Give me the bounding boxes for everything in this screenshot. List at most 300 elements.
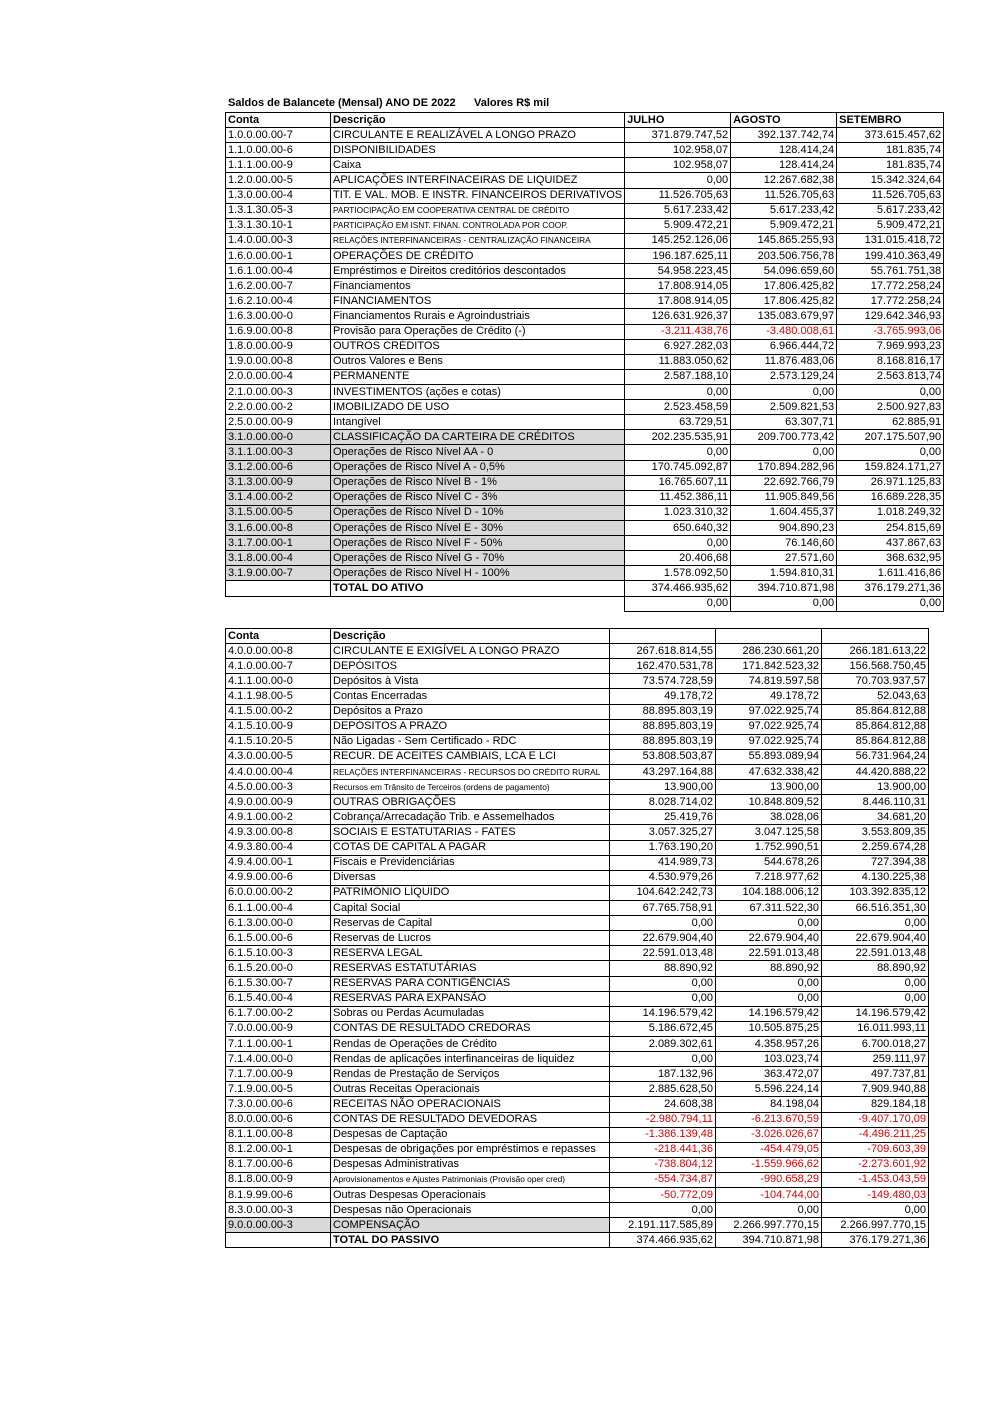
ativo-body — [226, 128, 944, 581]
value-agosto: 63.307,71 — [731, 415, 837, 430]
value-setembro: 254.815,69 — [837, 520, 944, 535]
account-code: 4.1.5.10.20-5 — [226, 734, 331, 749]
account-code: 4.9.3.00.00-8 — [226, 825, 331, 840]
value-agosto: 27.571,60 — [731, 551, 837, 566]
account-description: Rendas de Operações de Crédito — [331, 1036, 610, 1051]
value-setembro: 497.737,81 — [822, 1067, 929, 1082]
value-agosto: 22.692.766,79 — [731, 475, 837, 490]
total-ativo-blank — [226, 581, 331, 596]
value-julho: 88.895.803,19 — [610, 734, 716, 749]
passivo-table-row — [226, 734, 929, 749]
value-agosto: 67.311.522,30 — [716, 900, 822, 915]
account-code: 1.9.0.00.00-8 — [226, 354, 331, 369]
account-description: Cobrança/Arrecadação Trib. e Assemelhados — [331, 810, 610, 825]
ativo-table-row — [226, 128, 944, 143]
value-julho: 67.765.758,91 — [610, 900, 716, 915]
account-description: PERMANENTE — [331, 369, 625, 384]
ativo-table-row — [226, 294, 944, 309]
value-julho: 25.419,76 — [610, 810, 716, 825]
account-description: Operações de Risco Nível AA - 0 — [331, 445, 625, 460]
value-agosto: 13.900,00 — [716, 780, 822, 795]
value-setembro: 0,00 — [837, 384, 944, 399]
account-description: APLICAÇÕES INTERFINACEIRAS DE LIQUIDEZ — [331, 173, 625, 188]
report-title-text: Saldos de Balancete (Mensal) ANO DE 2022 — [228, 97, 456, 109]
value-agosto: 0,00 — [731, 445, 837, 460]
total-passivo-blank — [226, 1233, 331, 1248]
value-julho: 53.808.503,87 — [610, 749, 716, 764]
total-passivo-label: TOTAL DO PASSIVO — [331, 1233, 610, 1248]
value-agosto: 14.196.579,42 — [716, 1006, 822, 1021]
account-code: 6.1.5.00.00-6 — [226, 931, 331, 946]
value-agosto: 10.848.809,52 — [716, 795, 822, 810]
ativo-table-row — [226, 354, 944, 369]
report-units: Valores R$ mil — [473, 97, 550, 109]
value-setembro: 159.824.171,27 — [837, 460, 944, 475]
ativo-table-row — [226, 490, 944, 505]
account-code: 1.6.0.00.00-1 — [226, 248, 331, 263]
passivo-table-row — [226, 840, 929, 855]
passivo-table-row — [226, 780, 929, 795]
value-setembro: 44.420.888,22 — [822, 764, 929, 779]
value-agosto: 47.632.338,42 — [716, 764, 822, 779]
value-setembro: 88.890,92 — [822, 961, 929, 976]
passivo-table-row — [226, 885, 929, 900]
value-setembro: 5.909.472,21 — [837, 218, 944, 233]
account-code: 3.1.7.00.00-1 — [226, 536, 331, 551]
account-description: Rendas de aplicações interfinanceiras de liquidez — [331, 1052, 610, 1067]
account-description: Provisão para Operações de Crédito (-) — [331, 324, 625, 339]
value-agosto: 103.023,74 — [716, 1052, 822, 1067]
account-code: 1.2.0.00.00-5 — [226, 173, 331, 188]
value-setembro: 16.011.993,11 — [822, 1021, 929, 1036]
account-description: TIT. E VAL. MOB. E INSTR. FINANCEIROS DERIVATIVOS — [331, 188, 625, 203]
account-code: 1.3.1.30.10-1 — [226, 218, 331, 233]
value-julho: 371.879.747,52 — [625, 128, 731, 143]
value-julho: 13.900,00 — [610, 780, 716, 795]
value-julho: 2.523.458,59 — [625, 400, 731, 415]
account-description: Operações de Risco Nível C - 3% — [331, 490, 625, 505]
value-setembro: 0,00 — [837, 445, 944, 460]
account-description: CIRCULANTE E REALIZÁVEL A LONGO PRAZO — [331, 128, 625, 143]
difference-julho: 0,00 — [625, 596, 731, 611]
passivo-table-row — [226, 1006, 929, 1021]
value-julho: 0,00 — [610, 916, 716, 931]
value-julho: 4.530.979,26 — [610, 870, 716, 885]
passivo-table-row — [226, 1021, 929, 1036]
ativo-table-row — [226, 188, 944, 203]
value-julho: 88.895.803,19 — [610, 704, 716, 719]
account-description: OUTROS CRÉDITOS — [331, 339, 625, 354]
value-julho: 0,00 — [625, 384, 731, 399]
ativo-table-row — [226, 400, 944, 415]
value-julho: 1.763.190,20 — [610, 840, 716, 855]
value-agosto: -990.658,29 — [716, 1172, 822, 1187]
account-description: Diversas — [331, 870, 610, 885]
account-description: Contas Encerradas — [331, 689, 610, 704]
value-agosto: 5.617.233,42 — [731, 203, 837, 218]
account-description: Despesas de Captação — [331, 1127, 610, 1142]
account-description: PATRIMÔNIO LÍQUIDO — [331, 885, 610, 900]
ativo-table-row — [226, 460, 944, 475]
value-julho: 1.023.310,32 — [625, 505, 731, 520]
value-setembro: 70.703.937,57 — [822, 674, 929, 689]
value-setembro: 56.731.964,24 — [822, 749, 929, 764]
passivo-col-header-julho — [610, 629, 716, 644]
account-code: 7.3.0.00.00-6 — [226, 1097, 331, 1112]
account-description: RELAÇÕES INTERFINANCEIRAS - RECURSOS DO CRÉDITO RURAL — [331, 764, 610, 779]
account-description: Despesas de obrigações por empréstimos e repasses — [331, 1142, 610, 1157]
value-julho: 22.679.904,40 — [610, 931, 716, 946]
account-code: 1.1.1.00.00-9 — [226, 158, 331, 173]
value-julho: 650.640,32 — [625, 520, 731, 535]
ativo-table-row — [226, 520, 944, 535]
account-description: OUTRAS OBRIGAÇÕES — [331, 795, 610, 810]
value-setembro: 1.611.416,86 — [837, 566, 944, 581]
value-julho: -554.734,87 — [610, 1172, 716, 1187]
value-julho: -738.804,12 — [610, 1157, 716, 1172]
passivo-table-row — [226, 749, 929, 764]
value-agosto: 97.022.925,74 — [716, 734, 822, 749]
value-setembro: 3.553.809,35 — [822, 825, 929, 840]
account-code: 4.1.1.00.00-0 — [226, 674, 331, 689]
value-agosto: 74.819.597,58 — [716, 674, 822, 689]
value-setembro: 2.266.997.770,15 — [822, 1218, 929, 1233]
passivo-table-row — [226, 855, 929, 870]
passivo-table-row — [226, 689, 929, 704]
value-agosto: 3.047.125,58 — [716, 825, 822, 840]
account-code: 6.1.5.40.00-4 — [226, 991, 331, 1006]
passivo-table-row — [226, 825, 929, 840]
passivo-col-header-agosto — [716, 629, 822, 644]
difference-blank-1 — [226, 596, 331, 611]
value-setembro: 829.184,18 — [822, 1097, 929, 1112]
col-header-conta: Conta — [226, 113, 331, 128]
account-code: 7.1.9.00.00-5 — [226, 1082, 331, 1097]
value-setembro: 207.175.507,90 — [837, 430, 944, 445]
value-julho: 88.895.803,19 — [610, 719, 716, 734]
account-code: 6.1.5.20.00-0 — [226, 961, 331, 976]
value-julho: 0,00 — [610, 1052, 716, 1067]
value-setembro: 373.615.457,62 — [837, 128, 944, 143]
account-description: RECUR. DE ACEITES CAMBIAIS, LCA E LCI — [331, 749, 610, 764]
account-description: Operações de Risco Nível F - 50% — [331, 536, 625, 551]
value-julho: 5.186.672,45 — [610, 1021, 716, 1036]
passivo-table-row — [226, 1142, 929, 1157]
ativo-table-row — [226, 173, 944, 188]
value-setembro: 368.632,95 — [837, 551, 944, 566]
value-agosto: 54.096.659,60 — [731, 264, 837, 279]
value-julho: 0,00 — [610, 976, 716, 991]
account-description: Outros Valores e Bens — [331, 354, 625, 369]
account-code: 7.0.0.00.00-9 — [226, 1021, 331, 1036]
account-code: 4.4.0.00.00-4 — [226, 764, 331, 779]
account-description: Depósitos a Prazo — [331, 704, 610, 719]
account-code: 1.8.0.00.00-9 — [226, 339, 331, 354]
account-description: Reservas de Lucros — [331, 931, 610, 946]
ativo-total-row — [226, 581, 944, 596]
value-agosto: 544.678,26 — [716, 855, 822, 870]
value-julho: 6.927.282,03 — [625, 339, 731, 354]
account-code: 6.1.5.30.00-7 — [226, 976, 331, 991]
value-agosto: 0,00 — [716, 916, 822, 931]
value-setembro: 1.018.249,32 — [837, 505, 944, 520]
value-setembro: 52.043,63 — [822, 689, 929, 704]
value-agosto: 2.573.129,24 — [731, 369, 837, 384]
passivo-total-row — [226, 1233, 929, 1248]
value-setembro: 11.526.705,63 — [837, 188, 944, 203]
value-agosto: 76.146,60 — [731, 536, 837, 551]
value-setembro: 55.761.751,38 — [837, 264, 944, 279]
value-julho: 267.618.814,55 — [610, 644, 716, 659]
value-julho: -1.386.139,48 — [610, 1127, 716, 1142]
value-setembro: -4.496.211,25 — [822, 1127, 929, 1142]
value-julho: -50.772,09 — [610, 1188, 716, 1203]
passivo-table-row — [226, 1127, 929, 1142]
passivo-table-row — [226, 976, 929, 991]
value-julho: 414.989,73 — [610, 855, 716, 870]
account-code: 4.3.0.00.00-5 — [226, 749, 331, 764]
value-agosto: 11.905.849,56 — [731, 490, 837, 505]
passivo-table-row — [226, 1203, 929, 1218]
value-julho: 0,00 — [625, 173, 731, 188]
account-description: Operações de Risco Nível A - 0,5% — [331, 460, 625, 475]
account-code: 2.1.0.00.00-3 — [226, 384, 331, 399]
account-code: 3.1.1.00.00-3 — [226, 445, 331, 460]
account-code: 1.6.2.10.00-4 — [226, 294, 331, 309]
value-agosto: 97.022.925,74 — [716, 719, 822, 734]
ativo-table-row — [226, 248, 944, 263]
account-code: 1.6.3.00.00-0 — [226, 309, 331, 324]
account-code: 4.1.1.98.00-5 — [226, 689, 331, 704]
value-agosto: 1.594.810,31 — [731, 566, 837, 581]
value-setembro: -1.453.043,59 — [822, 1172, 929, 1187]
passivo-table-row — [226, 1052, 929, 1067]
account-description: Operações de Risco Nível E - 30% — [331, 520, 625, 535]
passivo-header-row — [226, 629, 929, 644]
value-julho: 2.191.117.585,89 — [610, 1218, 716, 1233]
value-agosto: 1.604.455,37 — [731, 505, 837, 520]
value-agosto: 11.526.705,63 — [731, 188, 837, 203]
value-julho: 5.909.472,21 — [625, 218, 731, 233]
ativo-header-row — [226, 113, 944, 128]
account-description: COTAS DE CAPITAL A PAGAR — [331, 840, 610, 855]
report-title — [228, 97, 549, 109]
account-description: OPERAÇÕES DE CRÉDITO — [331, 248, 625, 263]
value-setembro: 22.591.013,48 — [822, 946, 929, 961]
value-agosto: -454.479,05 — [716, 1142, 822, 1157]
ativo-table-row — [226, 475, 944, 490]
value-agosto: 135.083.679,97 — [731, 309, 837, 324]
value-julho: 5.617.233,42 — [625, 203, 731, 218]
value-setembro: 17.772.258,24 — [837, 279, 944, 294]
value-julho: 8.028.714,02 — [610, 795, 716, 810]
value-agosto: -3.026.026,67 — [716, 1127, 822, 1142]
value-setembro: 2.259.674,28 — [822, 840, 929, 855]
value-setembro: 13.900,00 — [822, 780, 929, 795]
value-julho: 126.631.926,37 — [625, 309, 731, 324]
value-agosto: 203.506.756,78 — [731, 248, 837, 263]
total-ativo-setembro: 376.179.271,36 — [837, 581, 944, 596]
ativo-table-row — [226, 551, 944, 566]
ativo-table-row — [226, 505, 944, 520]
passivo-table-row — [226, 1172, 929, 1187]
account-code: 4.0.0.00.00-8 — [226, 644, 331, 659]
value-setembro: 8.446.110,31 — [822, 795, 929, 810]
account-code: 2.5.0.00.00-9 — [226, 415, 331, 430]
value-setembro: 181.835,74 — [837, 143, 944, 158]
value-setembro: 34.681,20 — [822, 810, 929, 825]
value-julho: 49.178,72 — [610, 689, 716, 704]
account-description: IMOBILIZADO DE USO — [331, 400, 625, 415]
account-code: 2.2.0.00.00-2 — [226, 400, 331, 415]
value-agosto: 1.752.990,51 — [716, 840, 822, 855]
passivo-table-row — [226, 659, 929, 674]
account-description: Operações de Risco Nível B - 1% — [331, 475, 625, 490]
value-agosto: 17.806.425,82 — [731, 279, 837, 294]
account-code: 8.1.9.99.00-6 — [226, 1188, 331, 1203]
value-agosto: 88.890,92 — [716, 961, 822, 976]
passivo-table-row — [226, 931, 929, 946]
account-code: 3.1.5.00.00-5 — [226, 505, 331, 520]
ativo-table-row — [226, 445, 944, 460]
value-setembro: 199.410.363,49 — [837, 248, 944, 263]
account-description: SOCIAIS E ESTATUTARIAS - FATES — [331, 825, 610, 840]
value-agosto: 104.188.006,12 — [716, 885, 822, 900]
value-setembro: 0,00 — [822, 916, 929, 931]
value-julho: -3.211.438,76 — [625, 324, 731, 339]
value-julho: 43.297.164,88 — [610, 764, 716, 779]
value-setembro: 7.909.940,88 — [822, 1082, 929, 1097]
ativo-table-row — [226, 415, 944, 430]
passivo-table-row — [226, 870, 929, 885]
value-julho: 11.526.705,63 — [625, 188, 731, 203]
value-julho: 187.132,96 — [610, 1067, 716, 1082]
ativo-table — [225, 112, 944, 612]
value-agosto: 49.178,72 — [716, 689, 822, 704]
ativo-table-row — [226, 339, 944, 354]
value-julho: 196.187.625,11 — [625, 248, 731, 263]
account-description: Operações de Risco Nível H - 100% — [331, 566, 625, 581]
value-setembro: -9.407.170,09 — [822, 1112, 929, 1127]
value-setembro: -709.603,39 — [822, 1142, 929, 1157]
account-code: 8.1.7.00.00-6 — [226, 1157, 331, 1172]
passivo-table-row — [226, 900, 929, 915]
value-agosto: 22.591.013,48 — [716, 946, 822, 961]
value-julho: 54.958.223,45 — [625, 264, 731, 279]
account-code: 1.4.0.00.00-3 — [226, 233, 331, 248]
value-agosto: 6.966.444,72 — [731, 339, 837, 354]
account-description: CIRCULANTE E EXIGÍVEL A LONGO PRAZO — [331, 644, 610, 659]
account-description: Intangível — [331, 415, 625, 430]
value-julho: 145.252.126,06 — [625, 233, 731, 248]
value-setembro: -149.480,03 — [822, 1188, 929, 1203]
ativo-table-row — [226, 309, 944, 324]
passivo-table-row — [226, 795, 929, 810]
value-agosto: 286.230.661,20 — [716, 644, 822, 659]
value-julho: 88.890,92 — [610, 961, 716, 976]
passivo-table-row — [226, 1157, 929, 1172]
value-agosto: 2.509.821,53 — [731, 400, 837, 415]
account-code: 4.1.5.00.00-2 — [226, 704, 331, 719]
value-agosto: 55.893.089,94 — [716, 749, 822, 764]
col-header-julho: JULHO — [625, 113, 731, 128]
account-description: RESERVAS ESTATUTÁRIAS — [331, 961, 610, 976]
account-description: CONTAS DE RESULTADO CREDORAS — [331, 1021, 610, 1036]
account-description: Rendas de Prestação de Serviços — [331, 1067, 610, 1082]
account-description: Caixa — [331, 158, 625, 173]
account-code: 1.3.1.30.05-3 — [226, 203, 331, 218]
value-agosto: 22.679.904,40 — [716, 931, 822, 946]
passivo-table-row — [226, 1112, 929, 1127]
account-code: 4.9.9.00.00-6 — [226, 870, 331, 885]
account-code: 4.9.4.00.00-1 — [226, 855, 331, 870]
account-code: 3.1.6.00.00-8 — [226, 520, 331, 535]
value-setembro: 266.181.613,22 — [822, 644, 929, 659]
total-passivo-julho: 374.466.935,62 — [610, 1233, 716, 1248]
passivo-table-row — [226, 991, 929, 1006]
value-setembro: 259.111,97 — [822, 1052, 929, 1067]
ativo-table-row — [226, 218, 944, 233]
account-code: 2.0.0.00.00-4 — [226, 369, 331, 384]
account-code: 6.0.0.00.00-2 — [226, 885, 331, 900]
value-agosto: 128.414,24 — [731, 158, 837, 173]
value-setembro: -2.273.601,92 — [822, 1157, 929, 1172]
account-description: DEPÓSITOS A PRAZO — [331, 719, 610, 734]
value-agosto: 0,00 — [716, 1203, 822, 1218]
value-agosto: 11.876.483,06 — [731, 354, 837, 369]
account-code: 8.1.2.00.00-1 — [226, 1142, 331, 1157]
account-code: 3.1.9.00.00-7 — [226, 566, 331, 581]
value-julho: 11.883.050,62 — [625, 354, 731, 369]
account-description: Reservas de Capital — [331, 916, 610, 931]
account-code: 7.1.7.00.00-9 — [226, 1067, 331, 1082]
account-code: 4.1.0.00.00-7 — [226, 659, 331, 674]
value-agosto: 10.505.875,25 — [716, 1021, 822, 1036]
account-description: Empréstimos e Direitos creditórios descontados — [331, 264, 625, 279]
value-julho: 1.578.092,50 — [625, 566, 731, 581]
value-julho: 63.729,51 — [625, 415, 731, 430]
value-setembro: 6.700.018,27 — [822, 1036, 929, 1051]
total-ativo-julho: 374.466.935,62 — [625, 581, 731, 596]
value-agosto: 5.596.224,14 — [716, 1082, 822, 1097]
account-code: 1.6.1.00.00-4 — [226, 264, 331, 279]
value-agosto: 209.700.773,42 — [731, 430, 837, 445]
value-agosto: 2.266.997.770,15 — [716, 1218, 822, 1233]
value-julho: 0,00 — [610, 991, 716, 1006]
value-setembro: -3.765.993,06 — [837, 324, 944, 339]
account-code: 6.1.1.00.00-4 — [226, 900, 331, 915]
total-passivo-agosto: 394.710.871,98 — [716, 1233, 822, 1248]
value-julho: 20.406,68 — [625, 551, 731, 566]
passivo-table-row — [226, 719, 929, 734]
total-ativo-agosto: 394.710.871,98 — [731, 581, 837, 596]
total-passivo-setembro: 376.179.271,36 — [822, 1233, 929, 1248]
account-description: Operações de Risco Nível G - 70% — [331, 551, 625, 566]
account-description: Financiamentos — [331, 279, 625, 294]
col-header-setembro: SETEMBRO — [837, 113, 944, 128]
account-code: 3.1.4.00.00-2 — [226, 490, 331, 505]
value-julho: 14.196.579,42 — [610, 1006, 716, 1021]
value-julho: 11.452.386,11 — [625, 490, 731, 505]
account-description: CONTAS DE RESULTADO DEVEDORAS — [331, 1112, 610, 1127]
value-agosto: 128.414,24 — [731, 143, 837, 158]
ativo-table-row — [226, 384, 944, 399]
value-setembro: 17.772.258,24 — [837, 294, 944, 309]
account-description: RELAÇÕES INTERFINANCEIRAS - CENTRALIZAÇÃO FINANCEIRA — [331, 233, 625, 248]
passivo-table-row — [226, 916, 929, 931]
value-agosto: -6.213.670,59 — [716, 1112, 822, 1127]
value-agosto: 0,00 — [731, 384, 837, 399]
